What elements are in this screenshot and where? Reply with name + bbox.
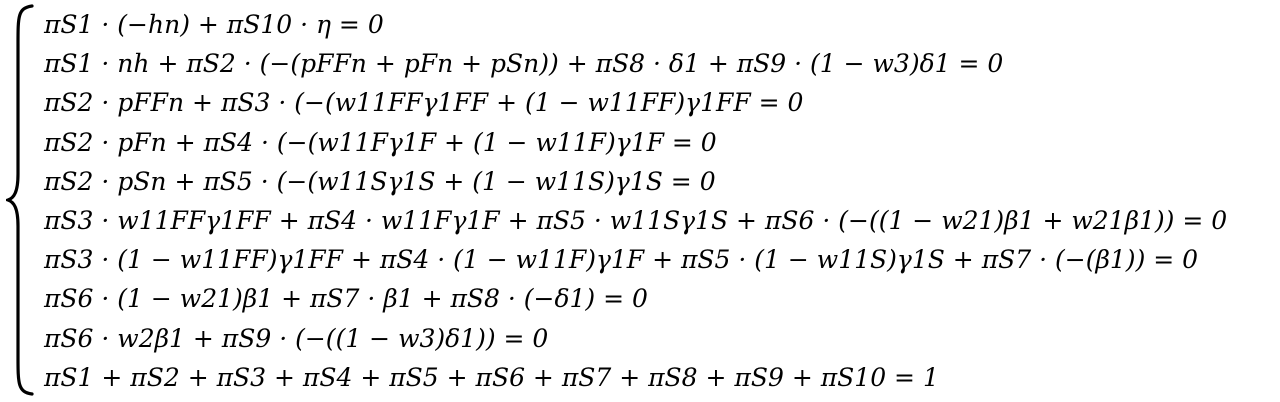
equation-1: πS1 · (−hn) + πS10 · η = 0 xyxy=(44,10,384,39)
equation-7: πS3 · (1 − w11FF)γ1FF + πS4 · (1 − w11F)γ1F + πS5 · (1 − w11S)γ1S + πS7 · (−(β1)) = 0 xyxy=(44,245,1199,275)
equation-4: πS2 · pFn + πS4 · (−(w11Fγ1F + (1 − w11F)γ1F = 0 xyxy=(44,127,717,157)
equation-2: πS1 · nh + πS2 · (−(pFFn + pFn + pSn)) + πS8 · δ1 + πS9 · (1 − w3)δ1 = 0 xyxy=(44,49,1004,79)
equation-10: πS1 + πS2 + πS3 + πS4 + πS5 + πS6 + πS7 + πS8 + πS9 + πS10 = 1 xyxy=(44,362,939,392)
equation-6: πS3 · w11FFγ1FF + πS4 · w11Fγ1F + πS5 · w11Sγ1S + πS6 · (−((1 − w21)β1 + w21β1)) = 0 xyxy=(44,205,1228,235)
equation-lines xyxy=(44,5,1274,397)
equation-9: πS6 · w2β1 + πS9 · (−((1 − w3)δ1)) = 0 xyxy=(44,323,549,353)
equation-8: πS6 · (1 − w21)β1 + πS7 · β1 + πS8 · (−δ1) = 0 xyxy=(44,284,648,314)
equation-3: πS2 · pFFn + πS3 · (−(w11FFγ1FF + (1 − w11FF)γ1FF = 0 xyxy=(44,88,804,118)
left-brace xyxy=(6,4,36,396)
equation-5: πS2 · pSn + πS5 · (−(w11Sγ1S + (1 − w11S)γ1S = 0 xyxy=(44,166,716,196)
